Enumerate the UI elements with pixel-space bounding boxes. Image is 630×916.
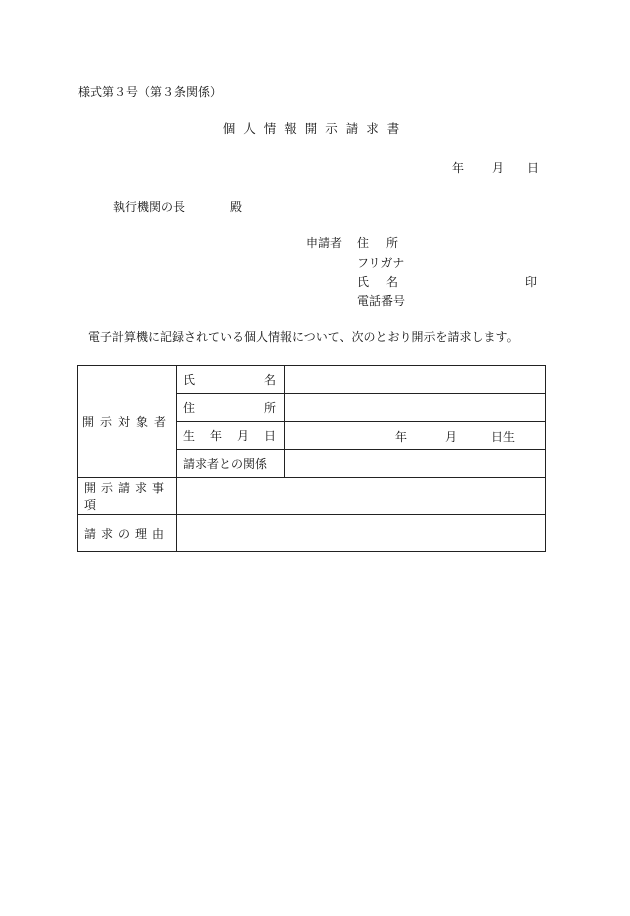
birth-year-label: 年 [395,430,408,444]
subject-group-header: 開示対象者 [78,366,177,478]
date-month-label: 月 [492,161,505,175]
label-char: 月 [236,429,249,443]
subject-address-field[interactable] [285,394,546,422]
request-statement: 電子計算機に記録されている個人情報について、次のとおり開示を請求します。 [88,330,519,344]
subject-birthdate-label [177,422,285,450]
table-row [78,478,546,515]
date-day-label: 日 [527,161,540,175]
honorific: 殿 [230,200,243,214]
applicant-label: 申請者 [306,236,343,250]
table-row [78,515,546,552]
applicant-address-label: 住所 [357,236,416,250]
table-row [78,366,546,394]
subject-address-label [177,394,285,422]
request-items-text: 開示請求事項 [84,481,170,512]
label-char: 名 [263,373,276,387]
label-char: 所 [263,401,276,415]
birth-day-label: 日生 [491,430,516,444]
applicant-furigana-label: フリガナ [357,256,405,270]
subject-relation-field[interactable] [285,450,546,478]
document-title: 個人情報開示請求書 [222,121,408,136]
date-year-label: 年 [452,161,465,175]
label-char: 氏 [183,373,196,387]
subject-name-label [177,366,285,394]
seal-mark: 印 [525,275,538,289]
birth-month-label: 月 [445,430,458,444]
subject-relation-label: 請求者との関係 [177,450,285,478]
label-char: 住 [183,401,196,415]
applicant-name-label: 氏名 [357,275,416,289]
reason-text: 請求の理由 [84,526,170,541]
subject-birthdate-field[interactable] [285,422,546,450]
label-char: 生 [183,429,196,443]
reason-field[interactable] [177,515,546,552]
form-number: 様式第３号（第３条関係） [78,85,223,99]
request-items-label [78,478,177,515]
label-char: 年 [209,429,222,443]
addressee: 執行機関の長 [113,200,186,214]
subject-name-field[interactable] [285,366,546,394]
applicant-phone-label: 電話番号 [357,294,406,308]
label-char: 日 [263,429,276,443]
request-items-field[interactable] [177,478,546,515]
reason-label [78,515,177,552]
request-table [77,365,546,552]
